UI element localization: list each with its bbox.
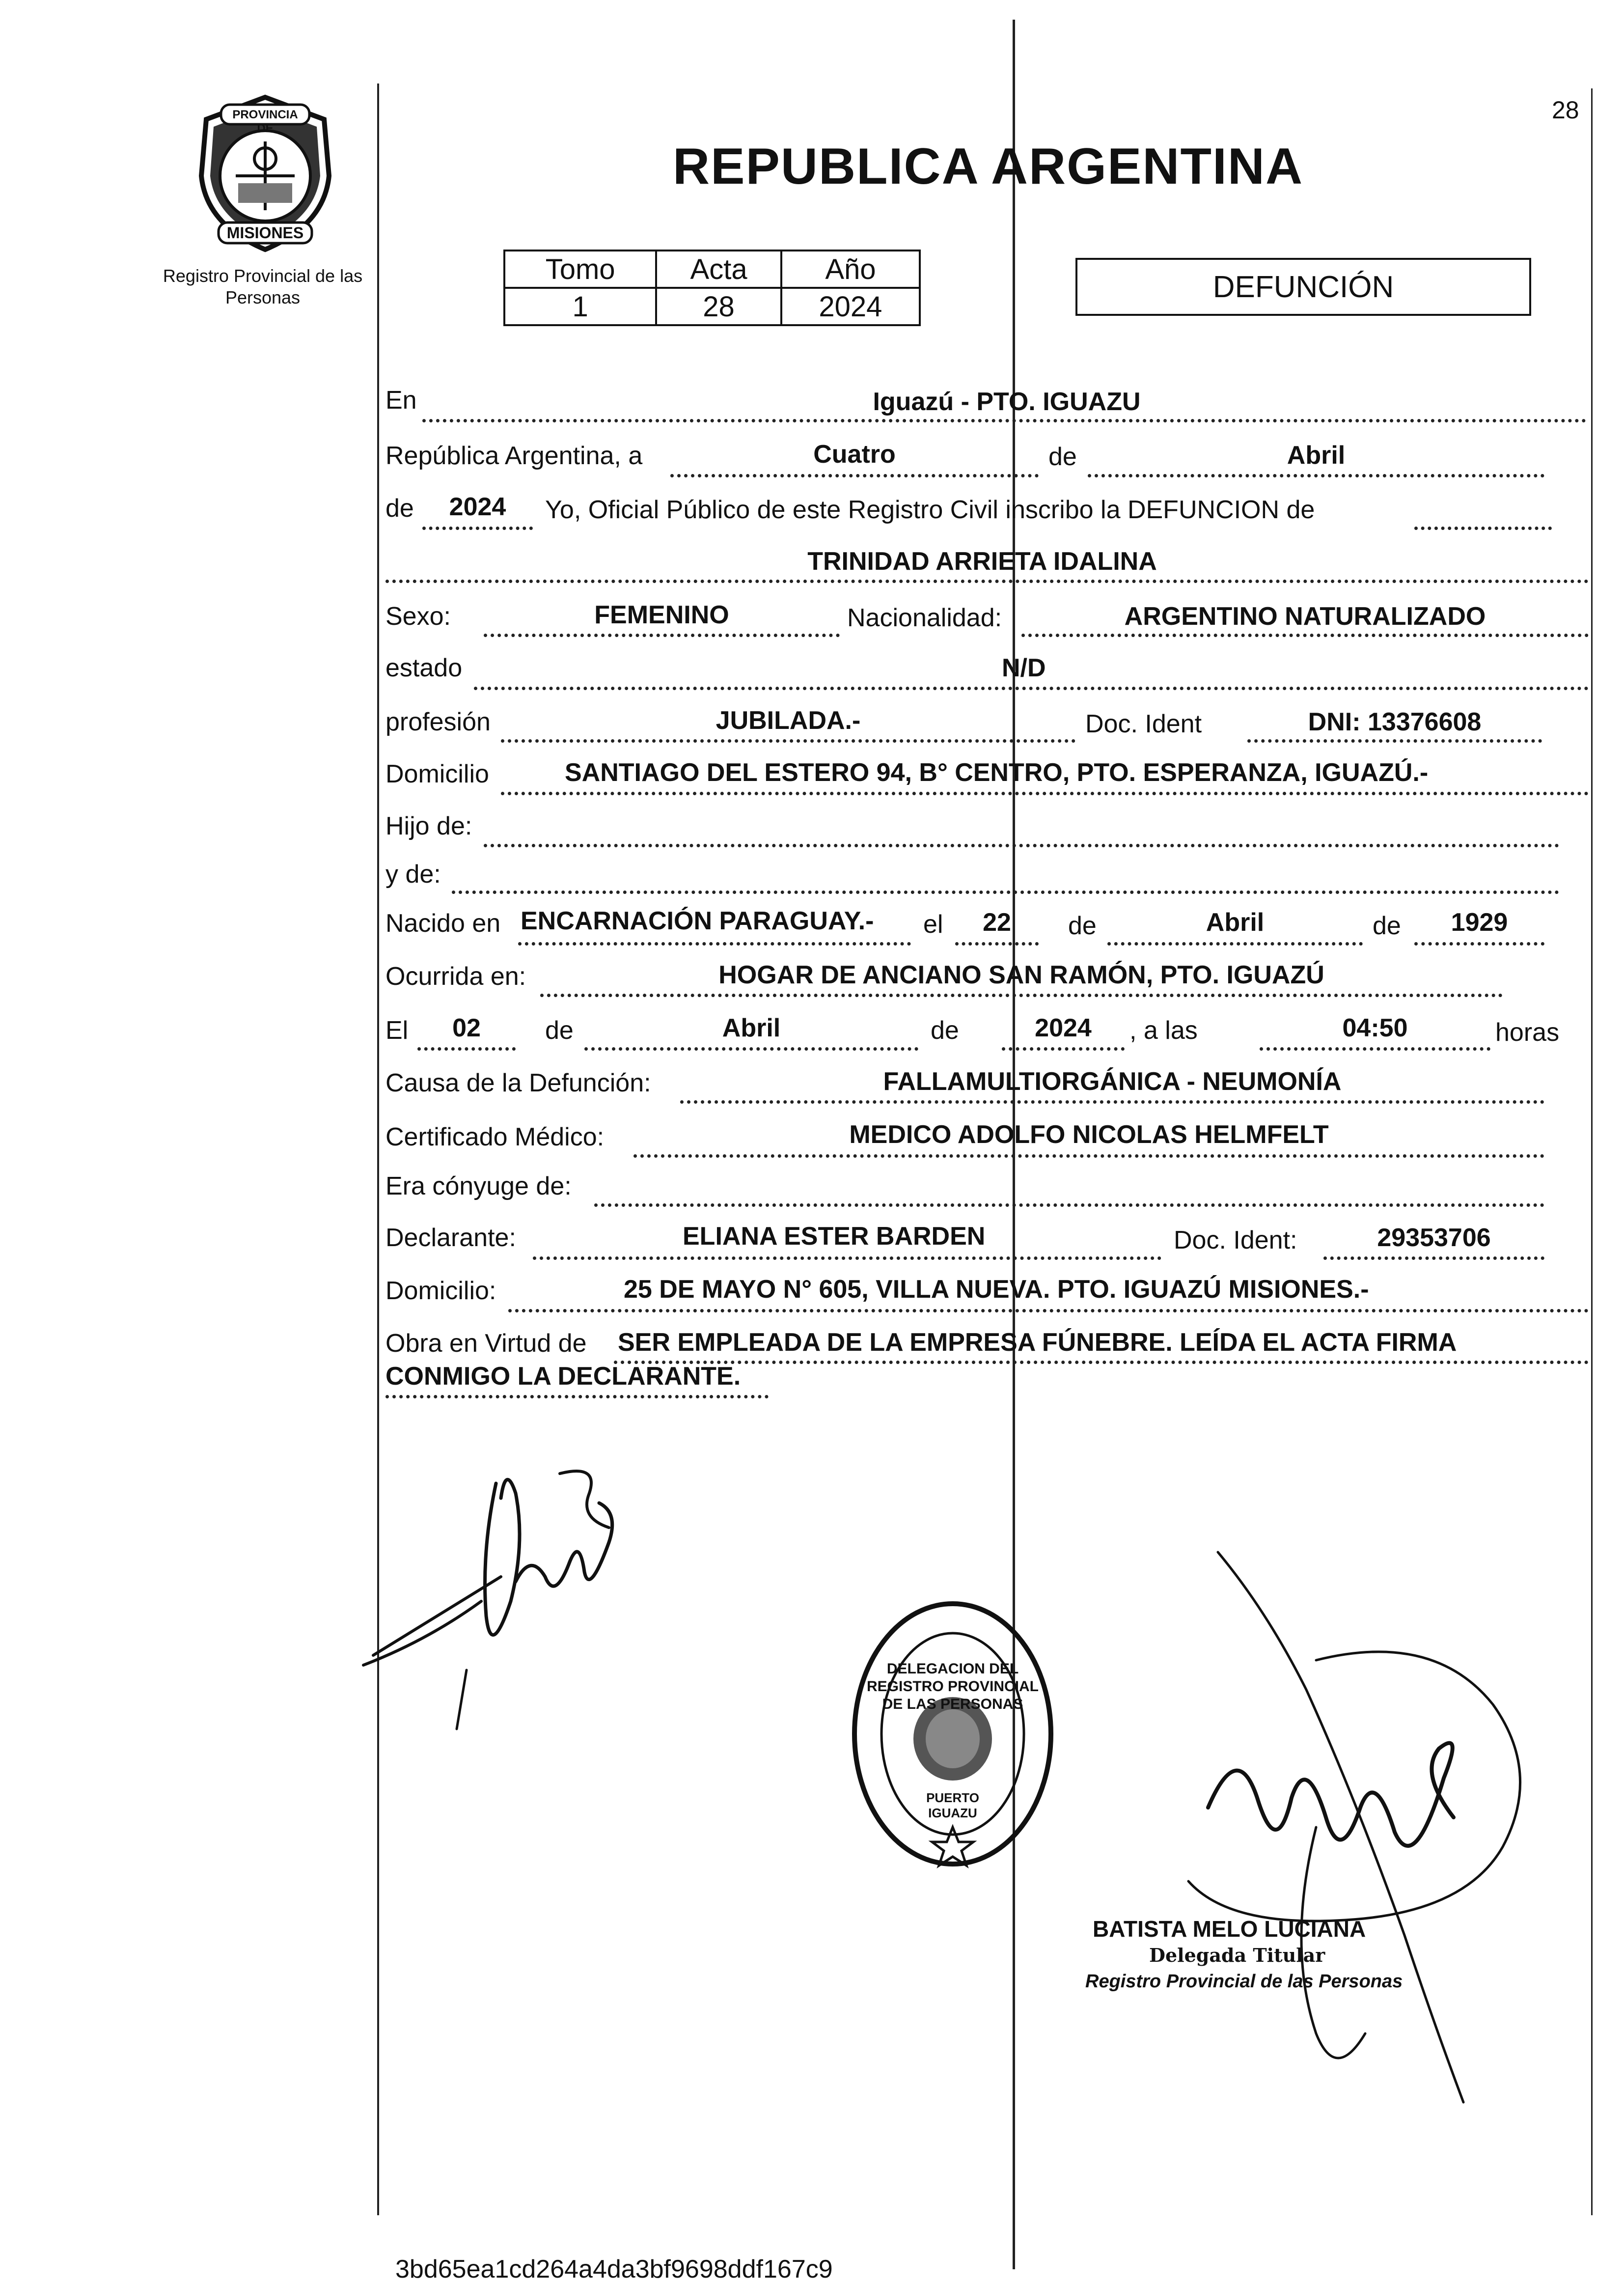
label-estado: estado [385,654,463,682]
dots-y-de [452,891,1559,894]
label-doc-ident-2: Doc. Ident: [1174,1226,1297,1254]
label-nacionalidad: Nacionalidad: [847,604,1002,632]
registry-name: Registro Provincial de las Personas [163,266,363,307]
value-causa: FALLAMULTIORGÁNICA - NEUMONÍA [883,1067,1342,1096]
label-el: el [923,910,943,939]
table-value-tomo: 1 [504,288,656,325]
value-nacido-mes: Abril [1206,908,1265,937]
table-header-acta: Acta [656,251,781,288]
dots-dia [670,474,1039,477]
dots-certificado [633,1154,1544,1158]
document-hash: 3bd65ea1cd264a4da3bf9698ddf167c9 [395,2255,833,2284]
label-obra: Obra en Virtud de [385,1329,587,1358]
record-table [503,250,921,326]
value-muerte-mes: Abril [722,1014,781,1042]
label-de-5: de [545,1016,574,1045]
dots-estado [474,687,1589,690]
label-nacido-en: Nacido en [385,909,501,938]
table-value-acta: 28 [656,288,781,325]
declarant-signature [354,1454,629,1739]
label-causa: Causa de la Defunción: [385,1069,651,1097]
label-de-6: de [931,1016,959,1045]
dots-declarante-doc [1323,1256,1544,1260]
value-obra-linea1: SER EMPLEADA DE LA EMPRESA FÚNEBRE. LEÍDA EL ACTA FIRMA [618,1328,1457,1357]
dots-sexo [484,634,840,637]
value-obra-linea2: CONMIGO LA DECLARANTE. [385,1362,741,1391]
dots-nacionalidad [1021,634,1589,637]
label-certificado: Certificado Médico: [385,1123,605,1151]
table-header-tomo: Tomo [504,251,656,288]
dots-nacido-mes [1107,942,1363,946]
doc-type-label: DEFUNCIÓN [1212,270,1394,304]
registry-stamp [850,1596,1056,1871]
value-domicilio: SANTIAGO DEL ESTERO 94, B° CENTRO, PTO. ESPERANZA, IGUAZÚ.- [565,758,1429,787]
label-y-de: y de: [385,860,441,889]
dots-nacido-anio [1414,942,1544,946]
label-ocurrida-en: Ocurrida en: [385,962,526,991]
value-estado: N/D [1002,654,1046,682]
provincial-seal-logo [192,92,339,254]
dots-nacido-dia [955,942,1039,946]
country-title: REPUBLICA ARGENTINA [673,138,1304,195]
value-certificado: MEDICO ADOLFO NICOLAS HELMFELT [849,1120,1329,1149]
value-lugar: Iguazú - PTO. IGUAZU [873,388,1141,416]
dots-nacido-en [518,942,911,946]
stamp-ring-text: DELEGACION DEL REGISTRO PROVINCIAL DE LAS PERSONAS [866,1661,1039,1712]
value-muerte-dia: 02 [452,1014,481,1042]
value-ocurrida-en: HOGAR DE ANCIANO SAN RAMÓN, PTO. IGUAZÚ [718,961,1324,989]
value-hora: 04:50 [1342,1014,1408,1042]
dots-conyuge [594,1203,1544,1207]
dots-dni [1247,739,1542,743]
dots-hora [1260,1047,1490,1051]
value-dni: DNI: 13376608 [1308,708,1482,736]
label-de-4: de [1373,912,1401,940]
dots-obra-2 [385,1395,769,1398]
label-sexo: Sexo: [385,602,451,631]
dots-hijo-de [484,844,1559,847]
label-el-cap: El [385,1016,409,1045]
label-republica-a: República Argentina, a [385,442,643,470]
official-office: Registro Provincial de las Personas [1085,1971,1403,1992]
dots-profesion [501,739,1075,743]
dots-muerte-mes [584,1047,918,1051]
value-declarante-domicilio: 25 DE MAYO N° 605, VILLA NUEVA. PTO. IGUAZÚ MISIONES.- [624,1275,1369,1304]
value-declarante-doc: 29353706 [1377,1224,1491,1252]
label-declarante: Declarante: [385,1224,516,1252]
value-dia-letras: Cuatro [813,440,896,469]
dots-domicilio [501,792,1589,795]
dots-domicilio-2 [508,1309,1589,1312]
value-declarante: ELIANA ESTER BARDEN [683,1222,986,1251]
value-nacido-anio: 1929 [1451,908,1508,937]
dots-yo-end [1414,527,1552,530]
label-doc-ident: Doc. Ident [1085,710,1202,738]
table-header-anio: Año [781,251,920,288]
value-mes: Abril [1287,441,1346,470]
stamp-inner-text: PUERTO IGUAZU [926,1790,979,1820]
label-hijo-de: Hijo de: [385,812,472,840]
value-nacionalidad: ARGENTINO NATURALIZADO [1124,602,1486,631]
value-nacido-dia: 22 [983,908,1011,937]
value-anio: 2024 [449,493,506,521]
dots-ocurrida-en [540,994,1503,997]
label-conyuge: Era cónyuge de: [385,1172,572,1200]
dots-muerte-dia [417,1047,516,1051]
official-title: Delegada Titular [1149,1944,1325,1966]
dots-obra-1 [614,1361,1589,1364]
value-profesion: JUBILADA.- [716,706,861,735]
seal-text-bottom: MISIONES [226,224,304,242]
dots-mes [1088,474,1544,477]
official-signature [1061,1542,1552,2117]
value-nacido-en: ENCARNACIÓN PARAGUAY.- [521,907,874,935]
page-number: 28 [1552,96,1579,124]
official-name: BATISTA MELO LUCIANA [1093,1916,1366,1942]
dots-anio [422,527,533,530]
label-de-1: de [1048,443,1077,471]
label-domicilio-2: Domicilio: [385,1277,496,1305]
dots-fallecido [385,580,1589,583]
left-margin-line [377,84,379,2215]
label-a-las: , a las [1129,1016,1198,1045]
dots-muerte-anio [1002,1047,1125,1051]
label-de-2: de [385,494,414,523]
value-sexo: FEMENINO [594,601,729,629]
label-yo-oficial: Yo, Oficial Público de este Registro Civil inscribo la DEFUNCION de [545,496,1315,524]
right-margin-line [1591,88,1593,2215]
dots-declarante [533,1256,1161,1260]
label-profesion: profesión [385,708,491,736]
table-value-anio: 2024 [781,288,920,325]
label-domicilio: Domicilio [385,760,489,788]
label-en: En [385,386,417,415]
label-horas: horas [1495,1018,1560,1047]
label-de-3: de [1068,912,1097,940]
value-fallecido: TRINIDAD ARRIETA IDALINA [807,547,1157,576]
dots-causa [680,1100,1544,1104]
doc-type-box [1075,258,1531,316]
seal-text-top: PROVINCIA DE [232,108,298,135]
dots-lugar [422,419,1586,422]
value-muerte-anio: 2024 [1035,1014,1092,1042]
